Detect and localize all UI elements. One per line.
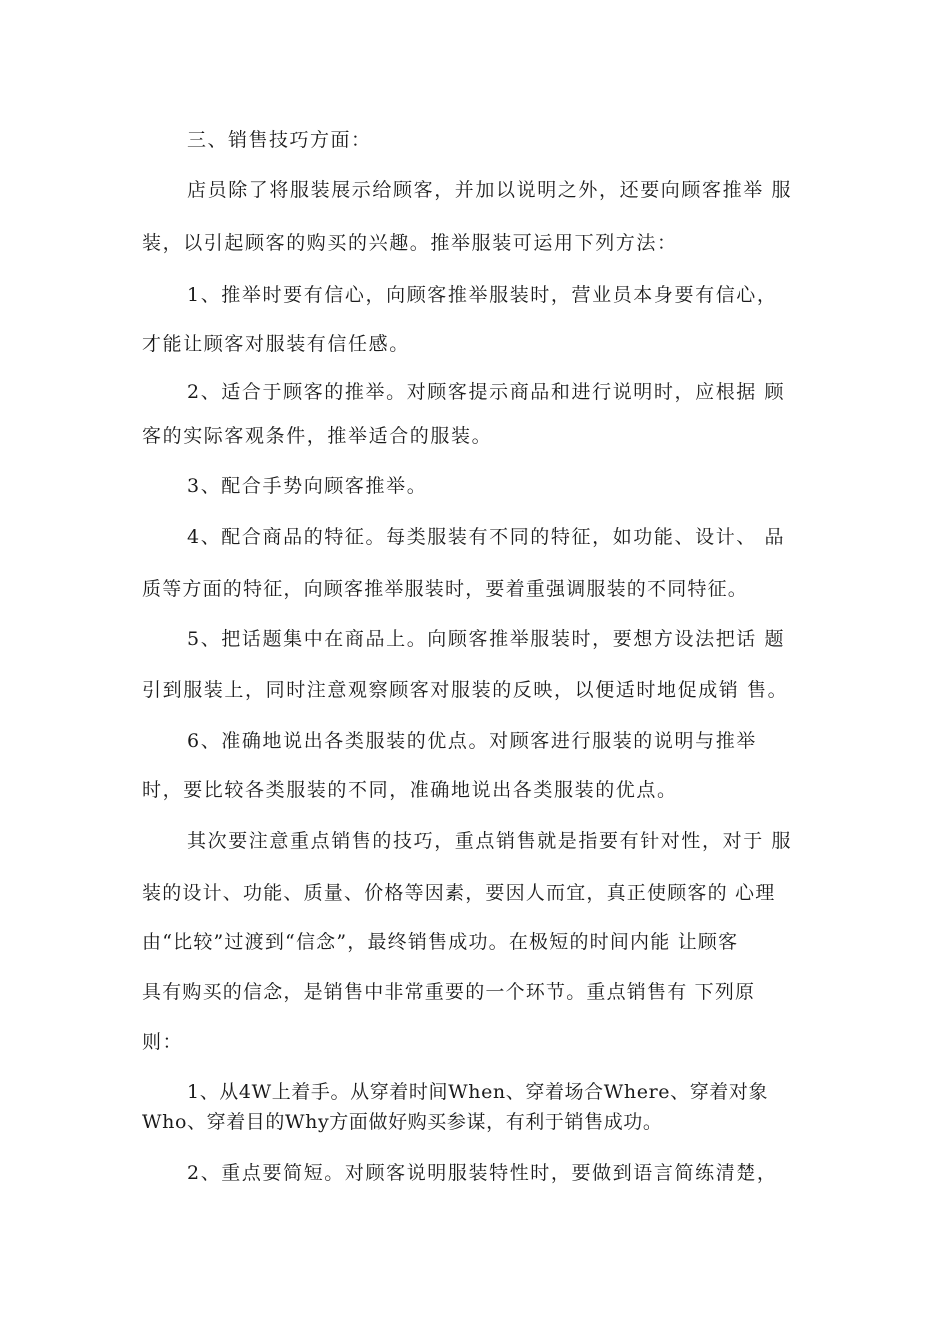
paragraph-line: 客的实际客观条件，推举适合的服装。 [142,425,493,447]
section-heading: 三、销售技巧方面： [187,129,372,151]
paragraph-line: 1、从4W上着手。从穿着时间When、穿着场合Where、穿着对象 [187,1081,769,1103]
paragraph-line: 由“比较”过渡到“信念”，最终销售成功。在极短的时间内能 让顾客 [142,931,739,953]
paragraph-line: 6、准确地说出各类服装的优点。对顾客进行服装的说明与推举 [187,730,757,752]
paragraph-line: 1、推举时要有信心，向顾客推举服装时，营业员本身要有信心， [187,284,778,306]
paragraph-line: 其次要注意重点销售的技巧，重点销售就是指要有针对性，对于 服 [187,830,793,852]
paragraph-line: 3、配合手势向顾客推举。 [187,475,428,497]
paragraph-line: 5、把话题集中在商品上。向顾客推举服装时，要想方设法把话 题 [187,628,786,650]
paragraph-line: 2、适合于顾客的推举。对顾客提示商品和进行说明时，应根据 顾 [187,381,786,403]
paragraph-line: 2、重点要简短。对顾客说明服装特性时，要做到语言简练清楚， [187,1162,778,1184]
paragraph-line: 具有购买的信念，是销售中非常重要的一个环节。重点销售有 下列原 [142,981,756,1003]
paragraph-line: 装，以引起顾客的购买的兴趣。推举服装可运用下列方法： [142,232,678,254]
paragraph-line: 时，要比较各类服装的不同，准确地说出各类服装的优点。 [142,779,678,801]
paragraph-line: 引到服装上，同时注意观察顾客对服装的反映，以便适时地促成销 售。 [142,679,789,701]
paragraph-line: 4、配合商品的特征。每类服装有不同的特征，如功能、设计、 品 [187,526,786,548]
paragraph-line: 质等方面的特征，向顾客推举服装时，要着重强调服装的不同特征。 [142,578,749,600]
paragraph-line: 才能让顾客对服装有信任感。 [142,333,410,355]
paragraph-line: Who、穿着目的Why方面做好购买参谋，有利于销售成功。 [142,1111,663,1133]
paragraph-line: 店员除了将服装展示给顾客，并加以说明之外，还要向顾客推举 服 [187,179,793,201]
paragraph-line: 装的设计、功能、质量、价格等因素，要因人而宜，真正使顾客的 心理 [142,882,776,904]
paragraph-line: 则： [142,1031,184,1053]
